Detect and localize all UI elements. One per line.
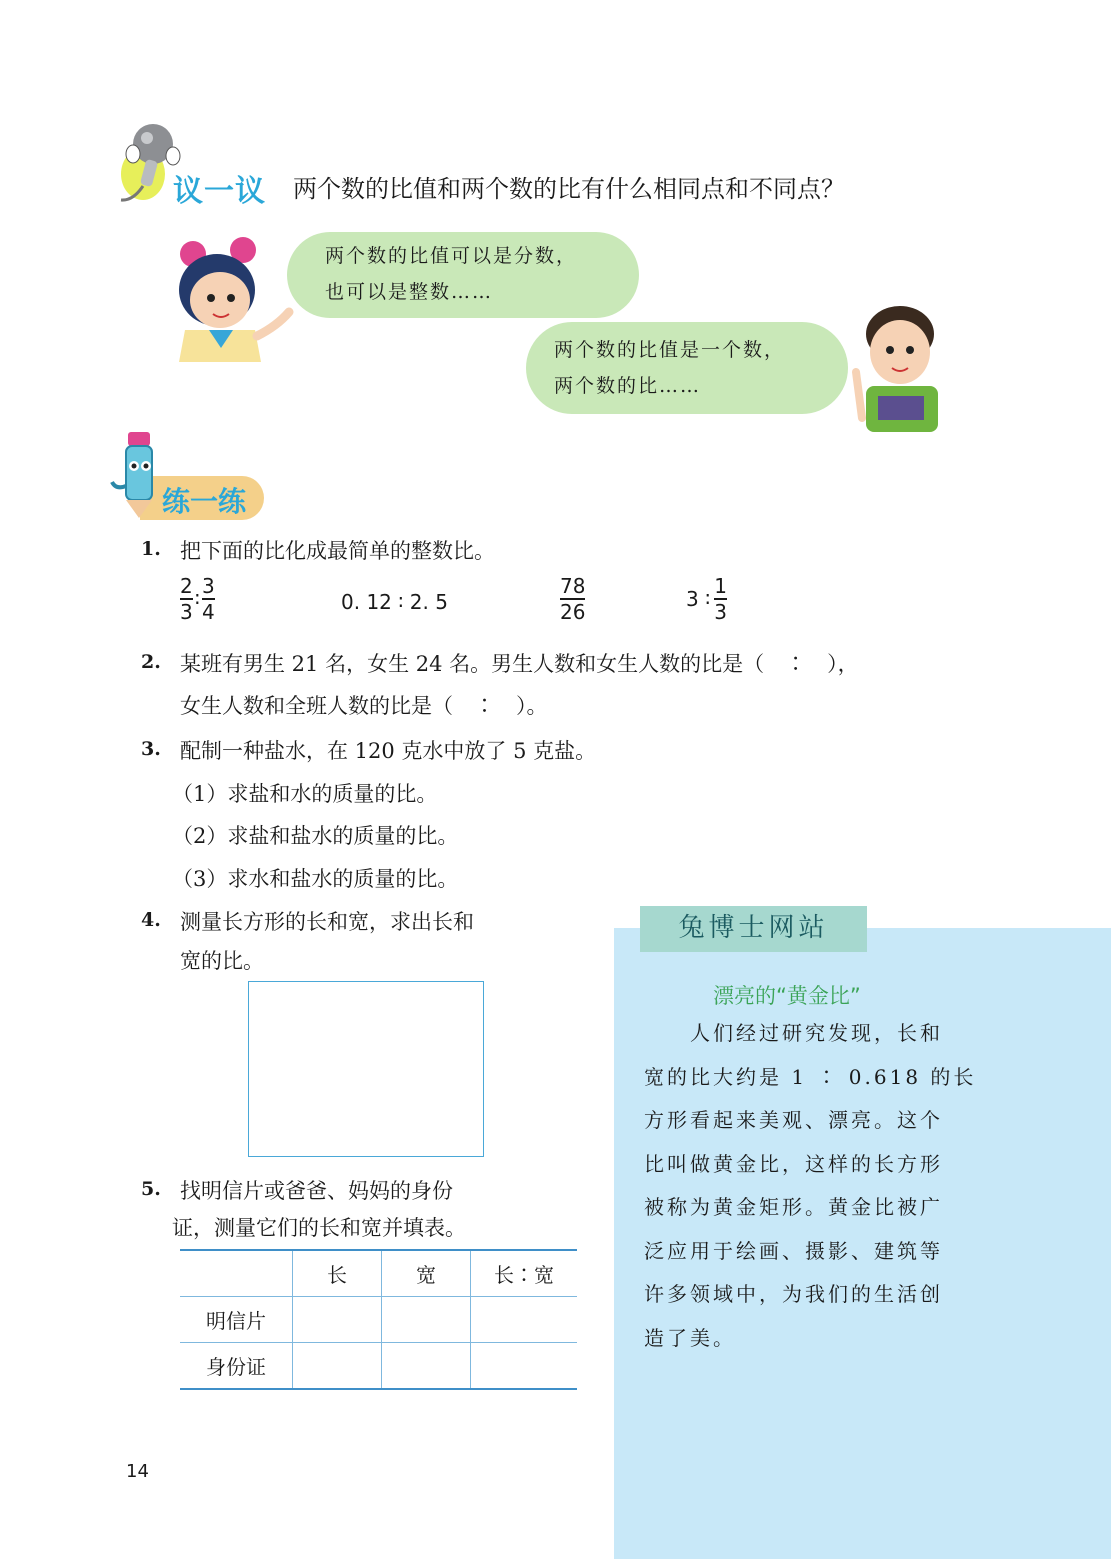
fraction-78-26: $\frac{78}{26}$: [560, 574, 586, 624]
website-line: 宽的比大约是 1 ∶ 0.618 的长: [644, 1064, 977, 1089]
pencil-icon: [108, 424, 168, 520]
website-line: 造了美。: [644, 1325, 736, 1350]
q4-line-1: 测量长方形的长和宽，求出长和: [180, 910, 474, 934]
table-cell: 明信片: [180, 1297, 293, 1343]
bubble-right-line-2: 两个数的比……: [554, 375, 702, 397]
table-header-cell: 长∶宽: [471, 1250, 578, 1297]
discuss-question: 两个数的比值和两个数的比有什么相同点和不同点？: [293, 175, 845, 203]
q1-text: 把下面的比化成最简单的整数比。: [180, 539, 495, 563]
website-line: 人们经过研究发现，长和: [644, 1021, 943, 1045]
website-line: 许多领域中，为我们的生活创: [644, 1282, 943, 1306]
website-line: 被称为黄金矩形。黄金比被广: [644, 1195, 943, 1219]
q2-number: 2.: [141, 651, 161, 673]
q3-sub-3: （3）求水和盐水的质量的比。: [172, 867, 459, 891]
q1-expression-2: 0. 12 ∶ 2. 5: [341, 590, 448, 614]
website-tab: 兔博士网站: [640, 906, 867, 952]
table-cell[interactable]: [293, 1297, 382, 1343]
table-cell[interactable]: [382, 1297, 471, 1343]
bubble-left-line-2: 也可以是整数……: [325, 281, 494, 303]
q3-sub-2: （2）求盐和盐水的质量的比。: [172, 824, 459, 848]
table-cell[interactable]: [382, 1343, 471, 1390]
table-row: [180, 1297, 577, 1343]
q5-line-2: 证，测量它们的长和宽并填表。: [172, 1216, 466, 1240]
q1-expression-4: 3 ∶ $\frac{1}{3}$: [686, 574, 728, 624]
table-cell[interactable]: [471, 1343, 578, 1390]
q3-text: 配制一种盐水，在 120 克水中放了 5 克盐。: [180, 739, 597, 763]
q3-number: 3.: [141, 738, 161, 760]
q4-number: 4.: [141, 909, 161, 931]
boy-illustration: [848, 300, 948, 435]
website-line: 比叫做黄金比，这样的长方形: [644, 1151, 943, 1176]
q1-expression-3: [560, 574, 585, 624]
practice-title: 练一练: [162, 485, 247, 518]
measurement-table: [180, 1249, 577, 1390]
bubble-right-line-1: 两个数的比值是一个数，: [554, 339, 786, 361]
speech-bubble-right: [526, 322, 848, 414]
q1-expression-1: $\frac{2}{3}$ ∶ $\frac{3}{4}$: [180, 574, 215, 624]
fraction-2-3: $\frac{2}{3}$: [180, 574, 193, 624]
discuss-title: 议一议: [173, 174, 266, 209]
fraction-3-4: $\frac{3}{4}$: [201, 574, 215, 624]
bubble-left-line-1: 两个数的比值可以是分数，: [325, 245, 578, 267]
website-line: 泛应用于绘画、摄影、建筑等: [644, 1238, 943, 1263]
fraction-1-3: $\frac{1}{3}$: [714, 574, 728, 624]
q3-sub-1: （1）求盐和水的质量的比。: [172, 782, 438, 806]
table-cell[interactable]: [471, 1297, 578, 1343]
table-row: [180, 1343, 577, 1390]
website-subtitle: 漂亮的“黄金比”: [713, 984, 861, 1008]
measure-rectangle: [248, 981, 484, 1157]
q2-line-2: 女生人数和全班人数的比是（ ∶ ）。: [180, 694, 548, 718]
table-header-cell: 宽: [382, 1250, 471, 1297]
website-body: [644, 1012, 984, 1360]
table-cell[interactable]: [293, 1343, 382, 1390]
q5-number: 5.: [141, 1178, 161, 1200]
website-line: 方形看起来美观、漂亮。这个: [644, 1108, 943, 1132]
q5-line-1: 找明信片或爸爸、妈妈的身份: [180, 1179, 453, 1203]
speech-bubble-left: [287, 232, 639, 318]
page-number: 14: [126, 1461, 149, 1482]
girl-illustration: [165, 232, 305, 367]
table-header-cell: 长: [293, 1250, 382, 1297]
table-header-row: [180, 1250, 577, 1297]
q4-line-2: 宽的比。: [180, 949, 264, 973]
table-header-cell: [180, 1250, 293, 1297]
q1-number: 1.: [141, 538, 161, 560]
q2-line-1: 某班有男生 21 名，女生 24 名。男生人数和女生人数的比是（ ∶ ），: [180, 652, 859, 676]
table-cell: 身份证: [206, 1355, 266, 1379]
